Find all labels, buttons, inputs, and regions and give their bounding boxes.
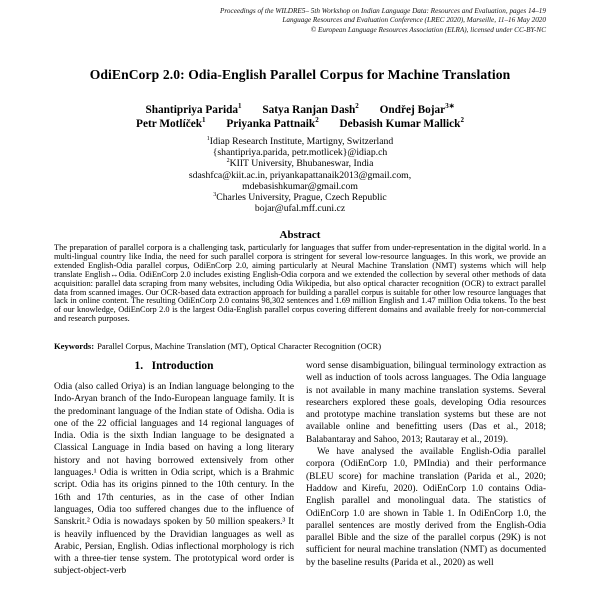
proceedings-line-2: Language Resources and Evaluation Conference (LREC 2020), Marseille, 11–16 May 2020 [282, 16, 546, 25]
keywords-text: Parallel Corpus, Machine Translation (MT), Optical Character Recognition (OCR) [97, 341, 382, 351]
author-affiliation-sup: 1 [238, 102, 242, 111]
affiliation-text: {shantipriya.parida, petr.motlicek}@idiap.ch [212, 147, 388, 159]
affiliation-sup: 1 [206, 135, 210, 142]
proceedings-line-3: © European Language Resources Association (ELRA), licensed under CC-BY-NC [310, 25, 546, 34]
author-list [0, 103, 600, 131]
affiliation-text: Idiap Research Institute, Martigny, Switzerland [209, 136, 394, 147]
author-name: Shantipriya Parida [145, 104, 239, 116]
author [262, 104, 358, 116]
author-row-1 [0, 103, 600, 117]
affiliation-email-line [0, 203, 600, 214]
affiliation-text: Charles University, Prague, Czech Republic [216, 192, 387, 204]
introduction-continued-paragraph: word sense disambiguation, bilingual terminology extraction as well as induction of tools across languages. The Odia language is not available in many machine translation systems. Several researchers explored these goals, developing Odia resources and prototype machine translation systems but these are not available online and benefitting users (Das et al., 2018; Balabantaray and Sahoo, 2013; Rautaray et al., 2019). [306, 361, 546, 445]
affiliation-line [0, 192, 600, 203]
author [136, 118, 205, 130]
author [340, 118, 464, 130]
author-affiliation-sup: 3∗ [445, 102, 455, 111]
author-name: Debasish Kumar Mallick [339, 118, 461, 130]
affiliation-sup: 3 [213, 191, 217, 198]
affiliation-text: sdashfca@kiit.ac.in, priyankapattanaik2013@gmail.com, [188, 169, 412, 181]
affiliation-email-line [0, 181, 600, 192]
author-affiliation-sup: 2 [355, 102, 359, 111]
author-name: Priyanka Pattnaik [226, 118, 316, 130]
corpus-analysis-paragraph: We have analysed the available English-Odia parallel corpora (OdiEnCorp 1.0, PMIndia) and their performance (BLEU score) for machine translation (Parida et al., 2020; Haddow and Kirefu, 2020). OdiEnCorp 1.0 contains Odia-English parallel and monolingual data. The statistics of OdiEnCorp 1.0 are shown in Table 1. In OdiEnCorp 1.0, the parallel sentences are mostly derived from the English-Odia parallel Bible and the size of the parallel corpus (29K) is not sufficient for neural machine translation (NMT) as documented by the baseline results (Parida et al., 2020) as well [306, 447, 546, 568]
affiliation-block [0, 136, 600, 214]
abstract-text: The preparation of parallel corpora is a challenging task, particularly for languages that suffer from under-representation in the digital world. In a multi-lingual country like India, the need for such parallel corpora is stringent for several low-resource languages. In this work, we provide an extended English-Odia parallel corpus, OdiEnCorp 2.0, aiming particularly at Neural Machine Translation (NMT) systems which will help translate English↔Odia. OdiEnCorp 2.0 includes existing English-Odia corpora and we extended the collection by several other methods of data acquisition: parallel data scraping from many websites, including Odia Wikipedia, but also optical character recognition (OCR) to extract parallel data from scanned images. Our OCR-based data extraction approach for building a parallel corpus is suitable for other low resource languages that lack in online content. The resulting OdiEnCorp 2.0 contains 98,302 sentences and 1.69 million English and 1.47 million Odia tokens. To the best of our knowledge, OdiEnCorp 2.0 is the largest Odia-English parallel corpus covering different domains and available freely for non-commercial and research purposes. [54, 243, 546, 324]
author-name: Ondřej Bojar [379, 104, 446, 116]
proceedings-line-1: Proceedings of the WILDRE5– 5th Workshop on Indian Language Data: Resources and Evaluation, pages 14–19 [220, 7, 546, 15]
author-affiliation-sup: 1 [202, 116, 206, 125]
author-name: Satya Ranjan Dash [262, 104, 356, 116]
proceedings-header [54, 7, 546, 35]
affiliation-email-line [0, 147, 600, 158]
author [380, 104, 455, 116]
author-affiliation-sup: 2 [315, 116, 319, 125]
affiliation-text: mdebasishkumar@gmail.com [242, 180, 358, 192]
affiliation-email-line [0, 170, 600, 181]
author [226, 118, 318, 130]
author [145, 104, 241, 116]
paper-title: OdiEnCorp 2.0: Odia-English Parallel Corpus for Machine Translation [89, 67, 511, 82]
right-column [306, 360, 546, 569]
affiliation-line [0, 136, 600, 147]
affiliation-line [0, 158, 600, 169]
keywords-line [54, 341, 546, 351]
affiliation-text: bojar@ufal.mff.cuni.cz [254, 203, 346, 215]
affiliation-sup: 2 [226, 158, 230, 165]
affiliation-text: KIIT University, Bhubaneswar, India [229, 158, 374, 170]
author-affiliation-sup: 2 [460, 116, 464, 125]
author-row-2 [0, 117, 600, 131]
introduction-paragraph: Odia (also called Oriya) is an Indian language belonging to the Indo-Aryan branch of the Indo-European language family. It is the predominant language of the Indian state of Odisha. Odia is one of the 22 official languages and 14 regional languages of India. Odia is the sixth Indian language to be designated a Classical Language in India based on having a long literary history and not having borrowed extensively from other languages.¹ Odia is written in Odia script, which is a Brahmic script. Odia has its origins pinned to the 10th century. In the 16th and 17th centuries, as in the case of other Indian languages, Odia too suffered changes due to the influence of Sanskrit.² Odia is nowadays spoken by 50 million speakers.³ It is heavily influenced by the Dravidian languages as well as Arabic, Persian, English. Odias inflectional morphology is rich with a three-tier tense system. The prototypical word order is subject-object-verb [54, 382, 294, 577]
keywords-label: Keywords: [54, 341, 95, 351]
left-column [54, 360, 294, 578]
abstract-heading: Abstract [279, 229, 321, 241]
section-1-heading: 1. Introduction [134, 360, 214, 372]
author-name: Petr Motlíček [136, 118, 203, 130]
